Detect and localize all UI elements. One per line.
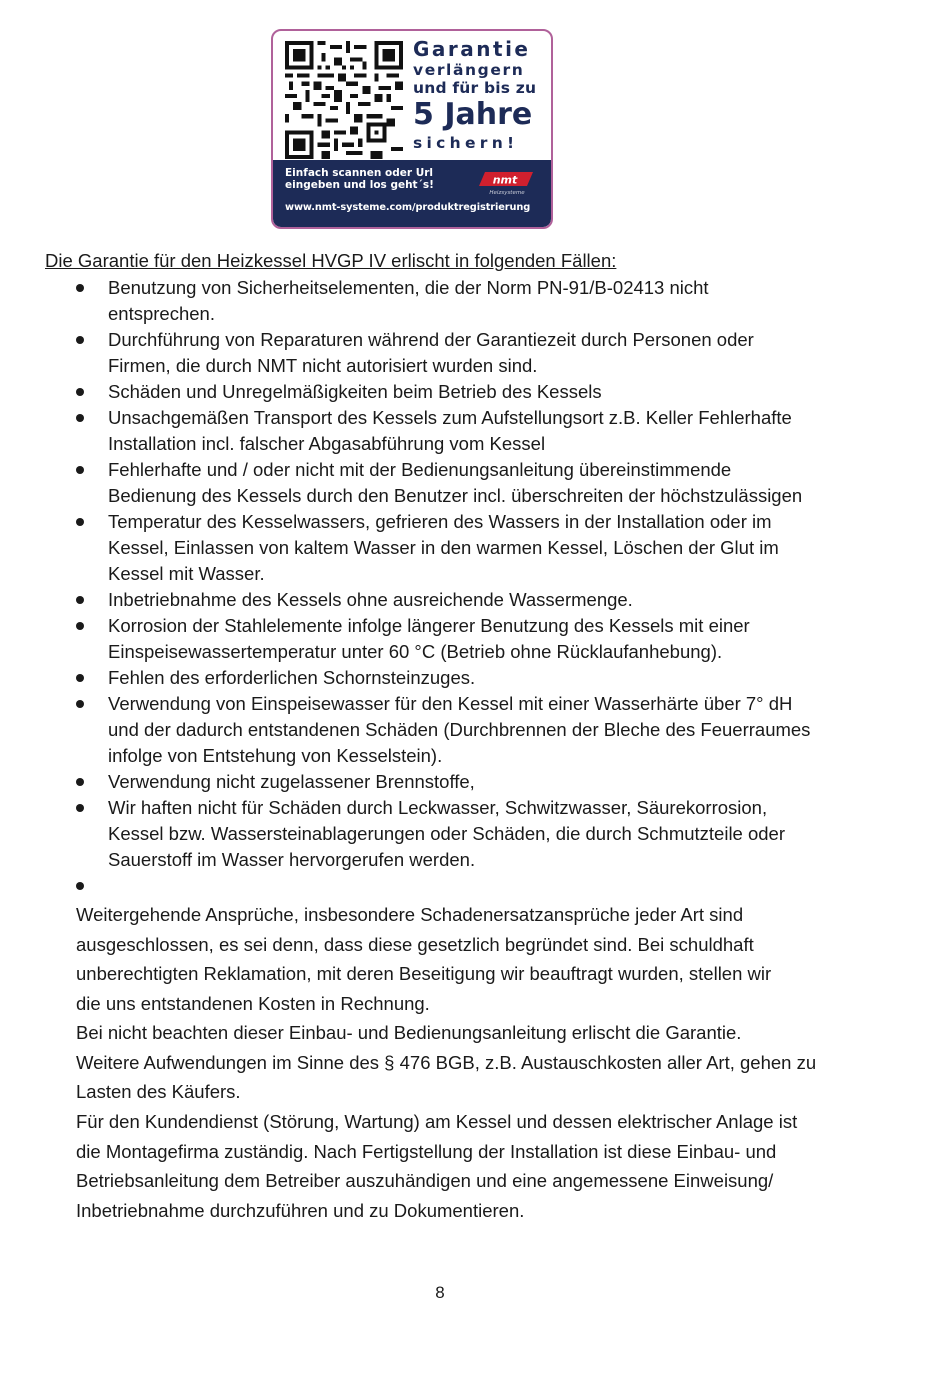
- list-item: [0, 405, 950, 457]
- paragraph-line: Betriebsanleitung dem Betreiber auszuhändigen und eine angemessene Einweisung/: [76, 1170, 774, 1191]
- bullet-icon: [76, 674, 84, 682]
- list-item: [0, 379, 950, 405]
- list-item-line: Fehlerhafte und / oder nicht mit der Bedienungsanleitung übereinstimmende: [108, 459, 732, 480]
- list-item-line: Firmen, die durch NMT nicht autorisiert wurden sind.: [108, 355, 538, 376]
- bullet-icon: [76, 622, 84, 630]
- bullet-icon: [76, 284, 84, 292]
- list-item: [0, 457, 950, 509]
- list-item-line: Durchführung von Reparaturen während der Garantiezeit durch Personen oder: [108, 329, 754, 350]
- badge-url[interactable]: www.nmt-systeme.com/produktregistrierung: [285, 202, 531, 213]
- list-item: [0, 795, 950, 873]
- bullet-icon: [76, 388, 84, 396]
- list-item: [0, 613, 950, 665]
- list-item-line: Inbetriebnahme des Kessels ohne ausreichende Wassermenge.: [108, 589, 633, 610]
- paragraph-line: Inbetriebnahme durchzuführen und zu Dokumentieren.: [76, 1199, 525, 1221]
- badge-line-3: und für bis zu: [413, 79, 537, 97]
- bullet-icon: [76, 778, 84, 786]
- paragraph-guarantee-void: [76, 1018, 856, 1107]
- paragraph-line: ausgeschlossen, es sei denn, dass diese gesetzlich begründet sind. Bei schuldhaft: [76, 933, 754, 955]
- list-item: [0, 769, 950, 795]
- list-item-line: Kessel, Einlassen von kaltem Wasser in den warmen Kessel, Löschen der Glut im: [108, 537, 779, 558]
- list-item-line: Schäden und Unregelmäßigkeiten beim Betrieb des Kessels: [108, 381, 602, 402]
- badge-scan-text-2: eingeben und los geht´s!: [285, 179, 434, 191]
- badge-headline: [413, 37, 551, 153]
- warranty-badge[interactable]: [271, 29, 553, 229]
- bullet-icon: [76, 466, 84, 474]
- bullet-icon: [76, 804, 84, 812]
- badge-line-2: verlängern: [413, 61, 525, 79]
- paragraph-line: unberechtigten Reklamation, mit deren Beseitigung wir beauftragt wurden, stellen wir: [76, 963, 772, 984]
- list-item: [0, 327, 950, 379]
- badge-line-4: 5 Jahre: [413, 97, 533, 132]
- badge-footer: [273, 160, 551, 227]
- list-item: [0, 587, 950, 613]
- paragraph-customer-service: [76, 1107, 856, 1225]
- list-item-line: infolge von Entstehung von Kesselstein).: [108, 745, 443, 766]
- list-item-line: Einspeisewassertemperatur unter 60 °C (Betrieb ohne Rücklaufanhebung).: [108, 641, 723, 662]
- list-item: [0, 665, 950, 691]
- bullet-icon: [76, 700, 84, 708]
- badge-line-1: Garantie: [413, 37, 531, 61]
- list-item-line: Kessel mit Wasser.: [108, 563, 265, 584]
- nmt-logo-subtext: Heizsysteme: [489, 190, 525, 196]
- list-item: [0, 691, 950, 769]
- list-item-line: Temperatur des Kesselwassers, gefrieren des Wassers in der Installation oder im: [108, 511, 772, 532]
- list-item: [0, 509, 950, 587]
- paragraph-line: die uns entstandenen Kosten in Rechnung.: [76, 992, 430, 1014]
- list-item-line: Kessel bzw. Wassersteinablagerungen oder Schäden, die durch Schmutzteile oder: [108, 823, 786, 844]
- paragraph-line: Weitere Aufwendungen im Sinne des § 476 BGB, z.B. Austauschkosten aller Art, gehen zu: [76, 1051, 817, 1073]
- badge-scan-text-1: Einfach scannen oder Url: [285, 167, 434, 179]
- bullet-icon: [76, 596, 84, 604]
- list-item: [0, 275, 950, 327]
- paragraph-line: Lasten des Käufers.: [76, 1081, 241, 1102]
- paragraph-line: die Montagefirma zuständig. Nach Fertigstellung der Installation ist diese Einbau- und: [76, 1140, 777, 1162]
- paragraph-line: Für den Kundendienst (Störung, Wartung) am Kessel und dessen elektrischer Anlage ist: [76, 1111, 798, 1132]
- badge-scan-text: [285, 167, 445, 191]
- page-number: 8: [435, 1283, 445, 1302]
- nmt-logo-icon: [479, 170, 535, 198]
- conditions-list: [0, 275, 950, 899]
- list-item-line: entsprechen.: [108, 303, 215, 324]
- bullet-icon: [76, 336, 84, 344]
- badge-line-5: sichern!: [413, 134, 519, 152]
- list-item-line: Bedienung des Kessels durch den Benutzer incl. überschreiten der höchstzulässigen: [108, 485, 803, 506]
- list-item-line: Benutzung von Sicherheitselementen, die der Norm PN-91/B-02413 nicht: [108, 277, 709, 298]
- list-item-line: Wir haften nicht für Schäden durch Leckwasser, Schwitzwasser, Säurekorrosion,: [108, 797, 768, 818]
- list-item-line: Unsachgemäßen Transport des Kessels zum Aufstellungsort z.B. Keller Fehlerhafte: [108, 407, 792, 428]
- list-item-line: Korrosion der Stahlelemente infolge längerer Benutzung des Kessels mit einer: [108, 615, 750, 636]
- list-item-line: Verwendung nicht zugelassener Brennstoffe,: [108, 771, 475, 792]
- list-item-line: und der dadurch entstandenen Schäden (Durchbrennen der Bleche des Feuerraumes: [108, 719, 811, 740]
- section-heading: Die Garantie für den Heizkessel HVGP IV erlischt in folgenden Fällen:: [45, 250, 617, 271]
- paragraph-line: Weitergehende Ansprüche, insbesondere Schadenersatzansprüche jeder Art sind: [76, 904, 744, 925]
- paragraph-claims: [76, 900, 856, 1018]
- list-item-line: Fehlen des erforderlichen Schornsteinzuges.: [108, 667, 476, 688]
- bullet-icon: [76, 518, 84, 526]
- bullet-icon: [76, 882, 84, 890]
- nmt-logo-text: nmt: [492, 173, 518, 187]
- list-item-empty: [0, 873, 950, 899]
- list-item-line: Sauerstoff im Wasser hervorgerufen werden.: [108, 849, 476, 870]
- bullet-icon: [76, 414, 84, 422]
- list-item-line: Installation incl. falscher Abgasabführung vom Kessel: [108, 433, 546, 454]
- qr-code-icon[interactable]: [285, 41, 403, 159]
- list-item-line: Verwendung von Einspeisewasser für den Kessel mit einer Wasserhärte über 7° dH: [108, 693, 793, 714]
- paragraph-line: Bei nicht beachten dieser Einbau- und Bedienungsanleitung erlischt die Garantie.: [76, 1022, 742, 1043]
